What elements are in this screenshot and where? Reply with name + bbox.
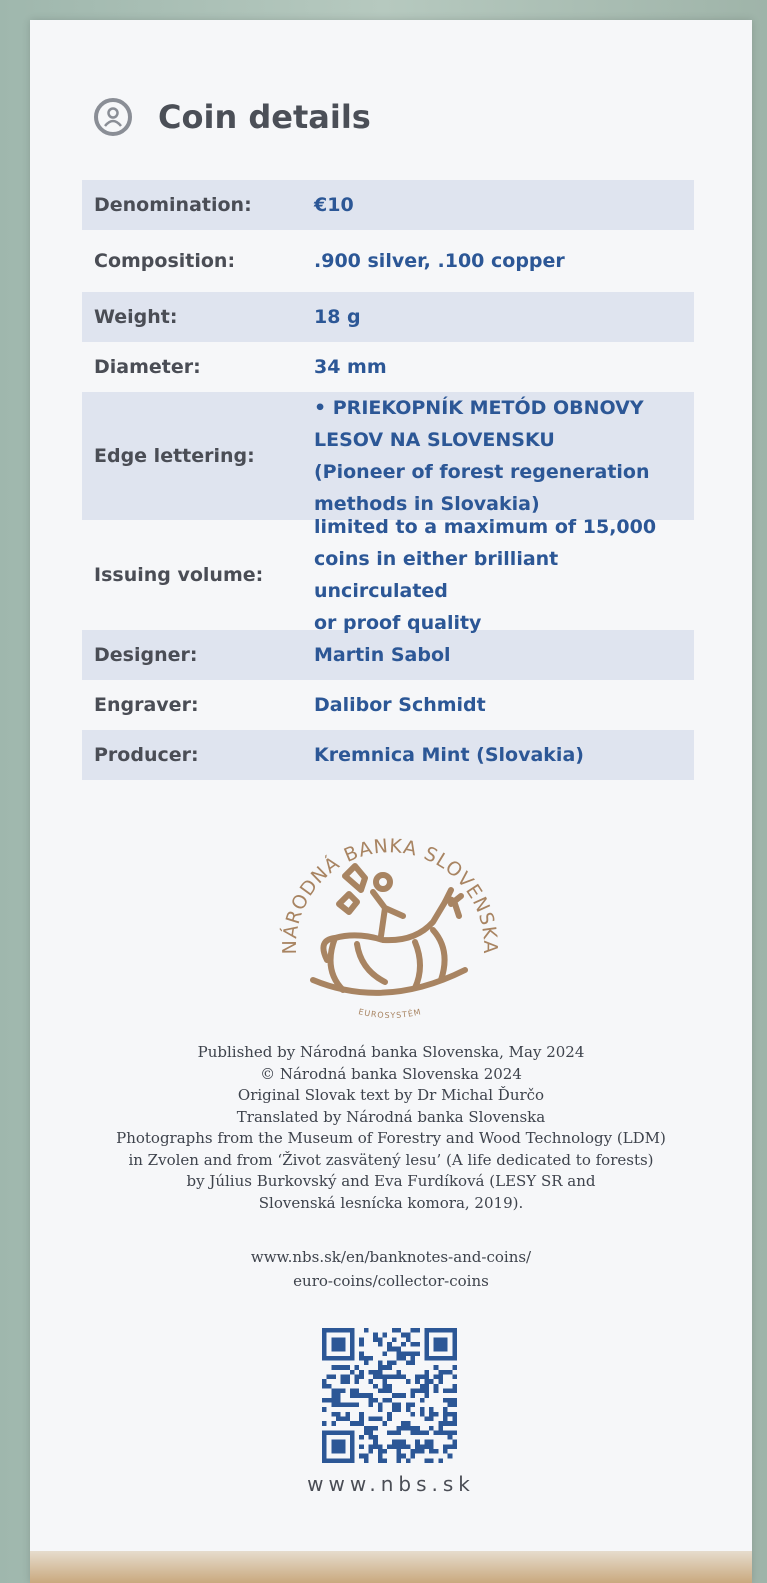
collector-coins-url — [30, 1245, 752, 1293]
publication-credits — [30, 1042, 752, 1214]
row-value-line: Kremnica Mint (Slovakia) — [314, 744, 584, 766]
row-value-line: • PRIEKOPNÍK METÓD OBNOVY — [314, 397, 644, 419]
credit-line: Slovenská lesnícka komora, 2019). — [258, 1193, 524, 1212]
row-value-line: Dalibor Schmidt — [314, 694, 486, 716]
row-label: Designer: — [94, 644, 198, 666]
row-value-line: .900 silver, .100 copper — [314, 250, 565, 272]
row-value-line: limited to a maximum of 15,000 — [314, 516, 657, 538]
row-label: Weight: — [94, 306, 178, 328]
row-value-line: 18 g — [314, 306, 361, 328]
url-line[interactable]: euro-coins/collector-coins — [293, 1272, 489, 1290]
logo-subtext: EUROSYSTÉM — [357, 1007, 423, 1021]
horse-rider-icon — [313, 866, 465, 993]
table-row — [82, 392, 694, 520]
page-title: Coin details — [158, 98, 371, 136]
table-row — [82, 230, 694, 292]
card-header — [94, 98, 371, 136]
coin-details-card — [30, 20, 752, 1583]
table-row — [82, 292, 694, 342]
row-value — [314, 511, 694, 639]
svg-text:EUROSYSTÉM — [358, 1007, 423, 1020]
row-label: Issuing volume: — [94, 564, 264, 586]
table-row — [82, 516, 694, 634]
row-value-line: coins in either brilliant uncirculated — [314, 548, 559, 602]
row-value-line: or proof quality — [314, 612, 482, 634]
nbs-logo — [265, 820, 515, 1030]
row-value-line: methods in Slovakia) — [314, 493, 540, 515]
svg-text:NÁRODNÁ BANKA SLOVENSKA — [278, 835, 501, 954]
logo-text: NÁRODNÁ BANKA SLOVENSKA — [278, 835, 502, 955]
row-value — [314, 392, 694, 520]
row-value-line: (Pioneer of forest regeneration — [314, 461, 650, 483]
table-row — [82, 342, 694, 392]
row-value-line: 34 mm — [314, 356, 387, 378]
qr-code-icon[interactable] — [322, 1328, 457, 1463]
credit-line: by Július Burkovský and Eva Furdíková (LESY SR and — [186, 1172, 596, 1190]
row-label: Producer: — [94, 744, 199, 766]
url-line[interactable]: www.nbs.sk/en/banknotes-and-coins/ — [250, 1248, 532, 1266]
card-bottom-edge — [30, 1551, 752, 1583]
row-value — [314, 351, 694, 383]
website-url[interactable]: www.nbs.sk — [307, 1472, 475, 1496]
row-label: Denomination: — [94, 194, 252, 216]
row-value — [314, 245, 694, 277]
row-label: Engraver: — [94, 694, 199, 716]
row-value — [314, 189, 694, 221]
row-value-line: LESOV NA SLOVENSKU — [314, 429, 555, 451]
row-label: Composition: — [94, 250, 236, 272]
table-row — [82, 730, 694, 780]
person-circle-icon — [94, 98, 132, 136]
table-row — [82, 680, 694, 730]
row-value — [314, 689, 694, 721]
row-label: Edge lettering: — [94, 445, 255, 467]
row-value-line: Martin Sabol — [314, 644, 451, 666]
credit-line: © Národná banka Slovenska 2024 — [260, 1064, 522, 1083]
credit-line: Photographs from the Museum of Forestry and Wood Technology (LDM) — [116, 1129, 666, 1147]
credit-line: Original Slovak text by Dr Michal Ďurčo — [237, 1086, 545, 1104]
credit-line: Translated by Národná banka Slovenska — [236, 1107, 546, 1126]
row-value-line: €10 — [314, 194, 354, 216]
row-value — [314, 301, 694, 333]
coin-details-table — [82, 180, 694, 780]
credit-line: Published by Národná banka Slovenska, May 2024 — [197, 1043, 585, 1061]
row-value — [314, 739, 694, 771]
credit-line: in Zvolen and from ‘Život zasvätený lesu’ (A life dedicated to forests) — [128, 1150, 654, 1169]
table-row — [82, 180, 694, 230]
row-value — [314, 639, 694, 671]
row-label: Diameter: — [94, 356, 201, 378]
